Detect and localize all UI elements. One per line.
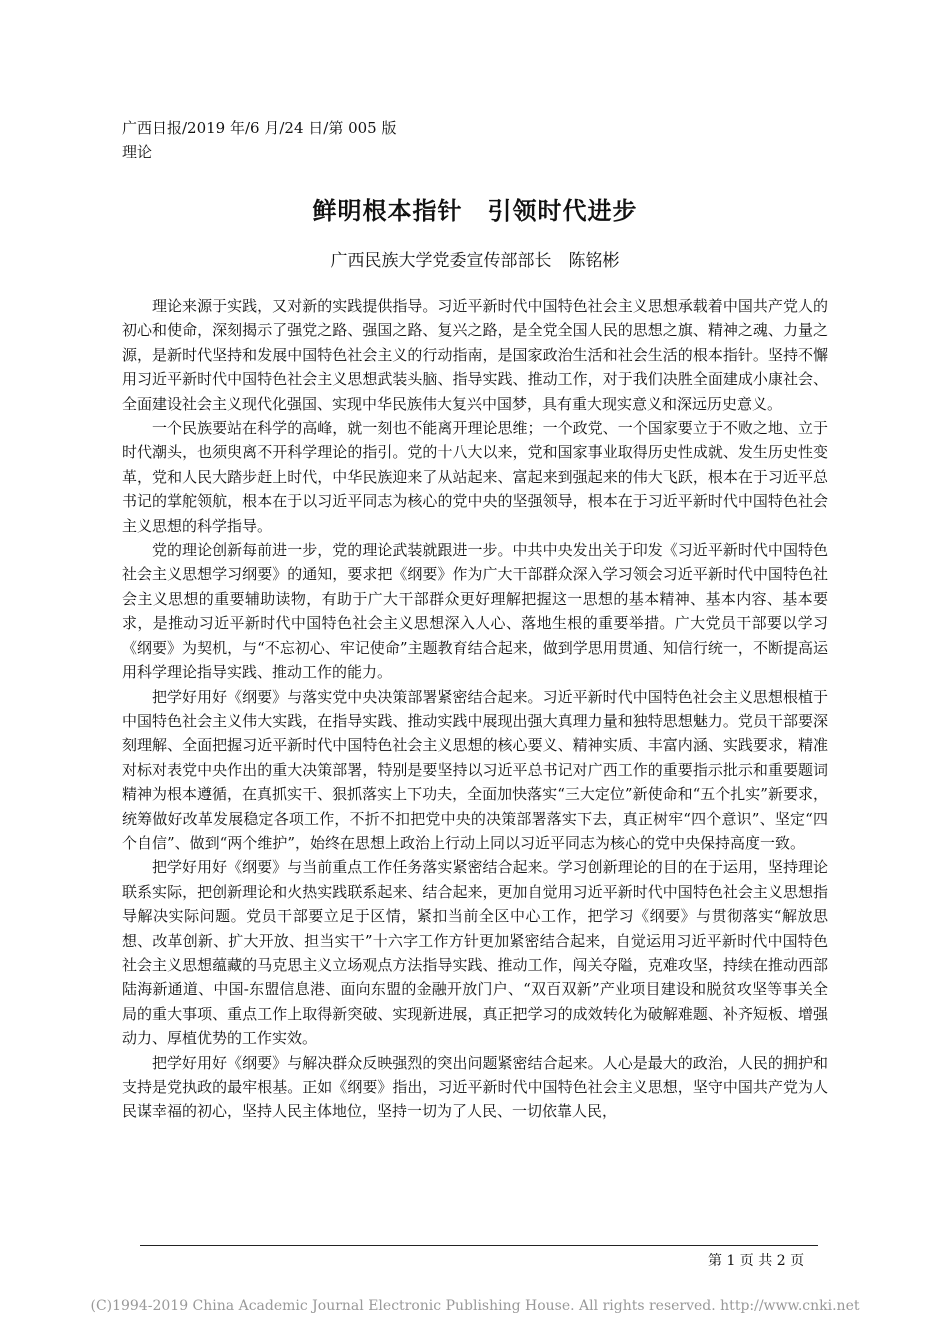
page-indicator: 第 1 页 共 2 页 [708, 1253, 805, 1269]
paragraph: 把学好用好《纲要》与解决群众反映强烈的突出问题紧密结合起来。人心是最大的政治，人民的拥护和支持是党执政的最牢根基。正如《纲要》指出，习近平新时代中国特色社会主义思想，坚守中国共产党为人民谋幸福的初心，坚持人民主体地位，坚持一切为了人民、一切依靠人民， [122, 1053, 828, 1121]
paragraph: 党的理论创新每前进一步，党的理论武装就跟进一步。中共中央发出关于印发《习近平新时代中国特色社会主义思想学习纲要》的通知，要求把《纲要》作为广大干部群众深入学习领会习近平新时代中国特色社会主义思想的重要辅助读物，有助于广大干部群众更好理解把握这一思想的基本精神、基本内容、基本要求，是推动习近平新时代中国特色社会主义思想深入人心、落地生根的重要举措。广大党员干部要以学习《纲要》为契机，与“不忘初心、牢记使命”主题教育结合起来，做到学思用贯通、知信行统一，不断提高运用科学理论指导实践、推动工作的能力。 [122, 541, 828, 682]
paragraph: 把学好用好《纲要》与当前重点工作任务落实紧密结合起来。学习创新理论的目的在于运用，坚持理论联系实际，把创新理论和火热实践联系起来、结合起来，更加自觉用习近平新时代中国特色社会主义思想指导解决实际问题。党员干部要立足于区情，紧扣当前全区中心工作，把学习《纲要》与贯彻落实“解放思想、改革创新、扩大开放、担当实干”十六字工作方针更加紧密结合起来，自觉运用习近平新时代中国特色社会主义思想蕴藏的马克思主义立场观点方法指导实践、推动工作，闯关夺隘，克难攻坚，持续在推动西部陆海新通道、中国-东盟信息港、面向东盟的金融开放门户、“双百双新”产业项目建设和脱贫攻坚等事关全局的重大事项、重点工作上取得新突破、实现新进展，真正把学习的成效转化为破解难题、补齐短板、增强动力、厚植优势的工作实效。 [122, 858, 828, 1048]
document-meta [122, 116, 397, 164]
paragraph: 把学好用好《纲要》与落实党中央决策部署紧密结合起来。习近平新时代中国特色社会主义思想根植于中国特色社会主义伟大实践，在指导实践、推动实践中展现出强大真理力量和独特思想魅力。党员干部要深刻理解、全面把握习近平新时代中国特色社会主义思想的核心要义、精神实质、丰富内涵、实践要求，精准对标对表党中央作出的重大决策部署，特别是要坚持以习近平总书记对广西工作的重要指示批示和重要题词精神为根本遵循，在真抓实干、狠抓落实上下功夫，全面加快落实“三大定位”新使命和“五个扎实”新要求，统筹做好改革发展稳定各项工作，不折不扣把党中央的决策部署落实下去，真正树牢“四个意识”、坚定“四个自信”、做到“两个维护”，始终在思想上政治上行动上同以习近平同志为核心的党中央保持高度一致。 [122, 687, 828, 852]
article-body [122, 294, 828, 1214]
article-author: 广西民族大学党委宣传部部长 陈铭彬 [330, 251, 620, 271]
source-line: 广西日报/2019 年/6 月/24 日/第 005 版 [122, 119, 397, 137]
copyright-notice: (C)1994-2019 China Academic Journal Electronic Publishing House. All rights reserved. http://www.cnki.net [90, 1298, 860, 1314]
section-label: 理论 [122, 143, 153, 161]
paragraph: 理论来源于实践，又对新的实践提供指导。习近平新时代中国特色社会主义思想承载着中国共产党人的初心和使命，深刻揭示了强党之路、强国之路、复兴之路，是全党全国人民的思想之旗、精神之魂、力量之源，是新时代坚持和发展中国特色社会主义的行动指南，是国家政治生活和社会生活的根本指针。坚持不懈用习近平新时代中国特色社会主义思想武装头脑、指导实践、推动工作，对于我们决胜全面建成小康社会、全面建设社会主义现代化强国、实现中华民族伟大复兴中国梦，具有重大现实意义和深远历史意义。 [122, 297, 828, 413]
paragraph: 一个民族要站在科学的高峰，就一刻也不能离开理论思维；一个政党、一个国家要立于不败之地、立于时代潮头，也须臾离不开科学理论的指引。党的十八大以来，党和国家事业取得历史性成就、发生历史性变革，党和人民大踏步赶上时代，中华民族迎来了从站起来、富起来到强起来的伟大飞跃，根本在于习近平总书记的掌舵领航，根本在于以习近平同志为核心的党中央的坚强领导，根本在于习近平新时代中国特色社会主义思想的科学指导。 [122, 419, 828, 535]
footer-divider [140, 1245, 818, 1246]
article-title: 鲜明根本指针 引领时代进步 [312, 197, 638, 225]
